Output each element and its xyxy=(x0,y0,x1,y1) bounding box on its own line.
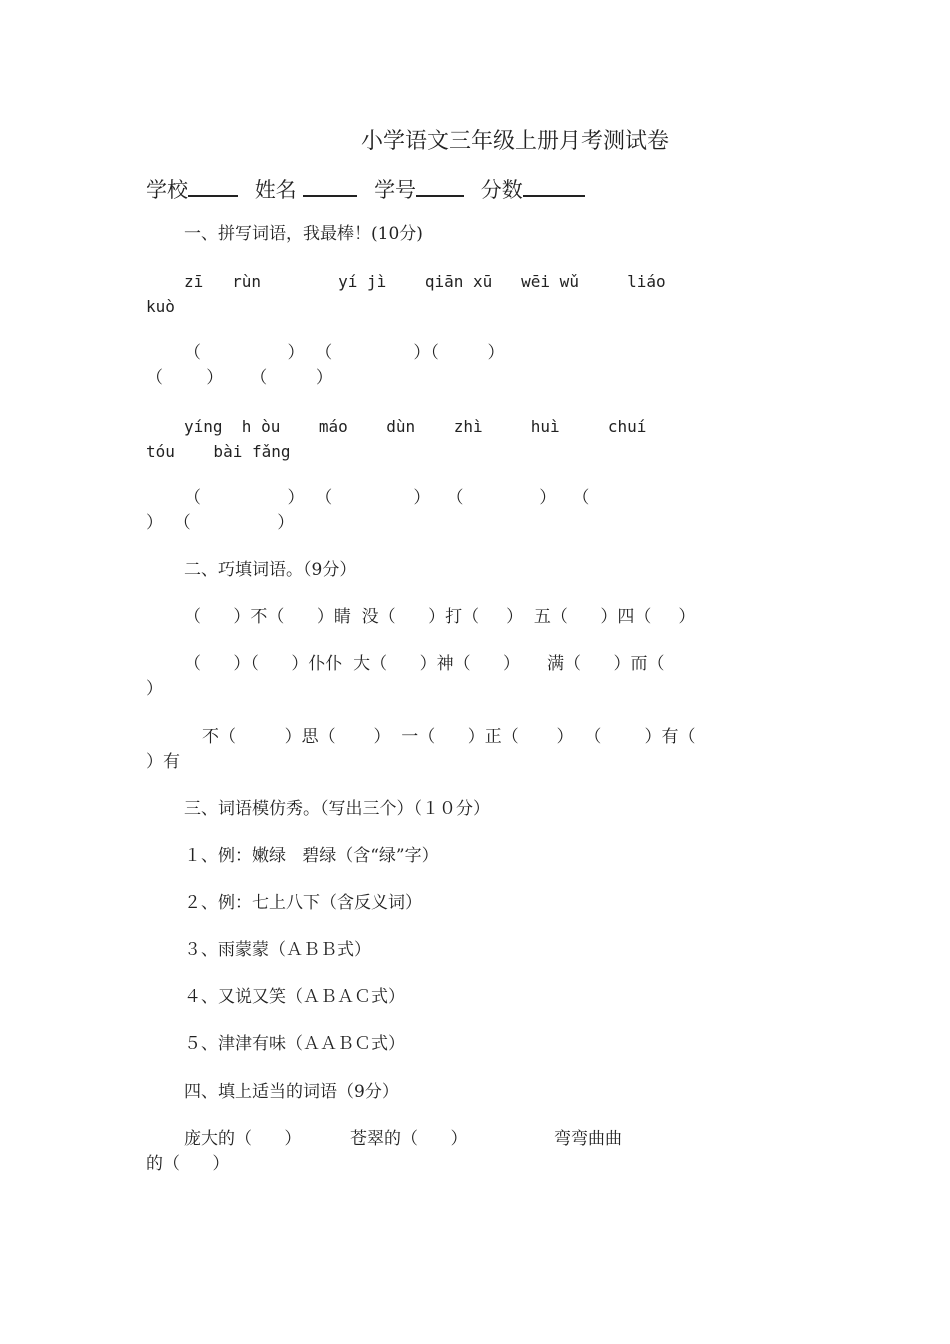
school-field[interactable] xyxy=(188,177,238,197)
section1-answer-row1[interactable]: （ ） （ ）（ ） xyxy=(184,343,505,363)
page-title: 小学语文三年级上册月考测试卷 xyxy=(360,129,669,154)
section1-pinyin-row2: yíng h òu máo dùn zhì huì chuí xyxy=(184,417,647,436)
section3-heading: 三、词语模仿秀。（写出三个）（１０分） xyxy=(184,799,490,819)
number-label: 学号 xyxy=(374,178,417,202)
section1-pinyin-row1: zī rùn yí jì qiān xū wēi wǔ liáo xyxy=(184,272,666,291)
section1-pinyin-row1-wrap: kuò xyxy=(146,297,175,316)
section3-item-1: １、例：嫩绿 碧绿（含“绿”字） xyxy=(184,846,439,866)
section1-answer-row1-wrap[interactable]: （ ） （ ） xyxy=(146,368,333,388)
section3-item-5: ５、津津有味（ＡＡＢＣ式） xyxy=(184,1034,405,1054)
score-field[interactable] xyxy=(523,177,585,197)
number-field[interactable] xyxy=(416,177,464,197)
student-info-line xyxy=(146,174,595,204)
section4-heading: 四、填上适当的词语（9分） xyxy=(184,1082,399,1102)
section1-answer-row2-wrap[interactable]: ） （ ） xyxy=(146,513,295,533)
section1-pinyin-row2-wrap: tóu bài fǎng xyxy=(146,442,291,461)
section2-row2[interactable]: （ ）（ ）仆仆 大（ ）神（ ） 满（ ）而（ xyxy=(184,654,665,674)
section2-row3[interactable]: 不（ ）思（ ） 一（ ）正（ ） （ ）有（ xyxy=(202,727,696,747)
score-label: 分数 xyxy=(480,178,523,202)
section2-heading: 二、巧填词语。（9分） xyxy=(184,560,357,580)
section3-item-2: ２、例：七上八下（含反义词） xyxy=(184,893,422,913)
section3-item-3: ３、雨蒙蒙（ＡＢＢ式） xyxy=(184,940,371,960)
section1-answer-row2[interactable]: （ ） （ ） （ ） （ xyxy=(184,488,590,508)
section2-row2-wrap[interactable]: ） xyxy=(146,679,163,699)
section3-item-4: ４、又说又笑（ＡＢＡＣ式） xyxy=(184,987,405,1007)
section4-row1-wrap[interactable]: 的（ ） xyxy=(146,1154,230,1174)
section1-heading: 一、拼写词语，我最棒！(10分) xyxy=(184,224,423,244)
school-label: 学校 xyxy=(146,178,188,202)
section4-row1[interactable]: 庞大的（ ） 苍翠的（ ） 弯弯曲曲 xyxy=(184,1129,622,1149)
section2-row1[interactable]: （ ）不（ ）睛 没（ ）打（ ） 五（ ）四（ ） xyxy=(184,607,696,627)
name-label: 姓名 xyxy=(254,178,297,202)
section2-row3-wrap[interactable]: ）有 xyxy=(146,752,180,772)
name-field[interactable] xyxy=(303,177,357,197)
